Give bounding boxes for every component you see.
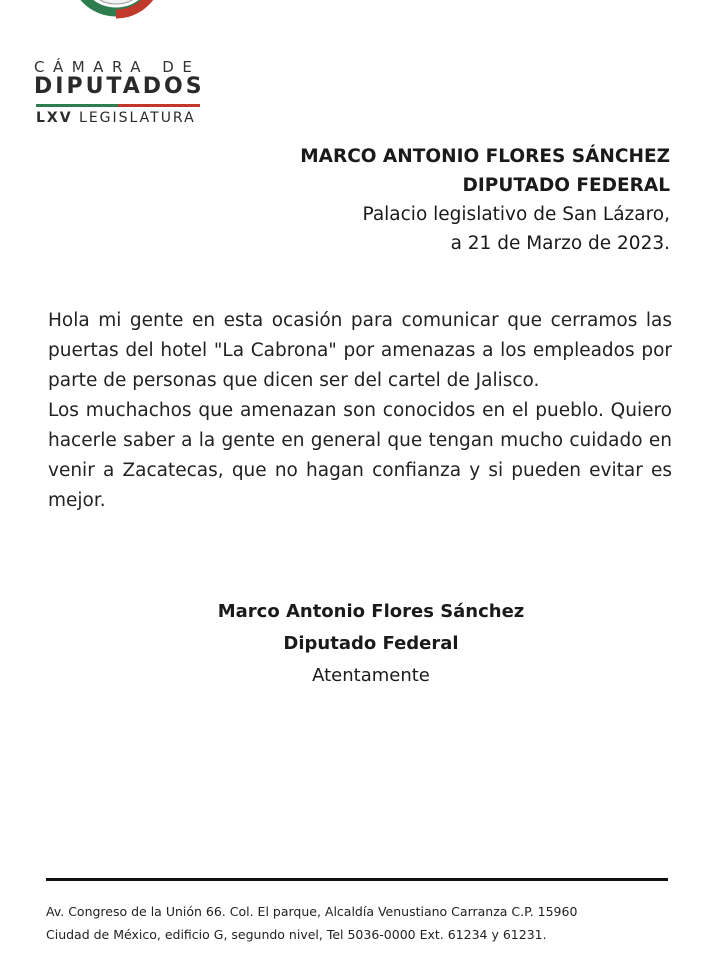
- signature-name: Marco Antonio Flores Sánchez: [217, 601, 525, 622]
- letter-header: [300, 142, 670, 258]
- signature-title: Diputado Federal: [283, 633, 459, 654]
- logo-diputados-text: DIPUTADOS: [34, 74, 205, 99]
- logo-camara-text: CÁMARA DE: [34, 58, 201, 76]
- letter-body: [48, 306, 672, 516]
- sender-title: DIPUTADO FEDERAL: [462, 175, 670, 196]
- legislatura-roman: LXV: [36, 110, 73, 126]
- body-paragraph-1: Hola mi gente en esta ocasión para comunicar que cerramos las puertas del hotel "La Cabrona" por amenazas a los empleados por parte de personas que dicen ser del cartel de Jalisco.: [48, 310, 672, 391]
- footer-divider: [46, 878, 668, 881]
- footer-line-1: Av. Congreso de la Unión 66. Col. El parque, Alcaldía Venustiano Carranza C.P. 15960: [46, 904, 578, 919]
- legislatura-word: LEGISLATURA: [79, 110, 196, 126]
- letter-date: a 21 de Marzo de 2023.: [450, 233, 670, 254]
- footer-address: [46, 900, 686, 946]
- signature-block: [0, 596, 720, 692]
- body-paragraph-2: Los muchachos que amenazan son conocidos en el pueblo. Quiero hacerle saber a la gente en general que tengan mucho cuidado en venir a Zacatecas, que no hagan confianza y si pueden evitar es mejor.: [48, 400, 672, 511]
- sender-place: Palacio legislativo de San Lázaro,: [362, 204, 670, 225]
- sender-name: MARCO ANTONIO FLORES SÁNCHEZ: [300, 146, 670, 167]
- logo-legislatura: [36, 110, 196, 126]
- footer-line-2: Ciudad de México, edificio G, segundo nivel, Tel 5036-0000 Ext. 61234 y 61231.: [46, 927, 547, 942]
- signature-closing: Atentamente: [312, 665, 430, 686]
- logo-color-bar: [36, 104, 200, 107]
- chamber-logo: [30, 0, 210, 130]
- national-seal-icon: [68, 0, 164, 50]
